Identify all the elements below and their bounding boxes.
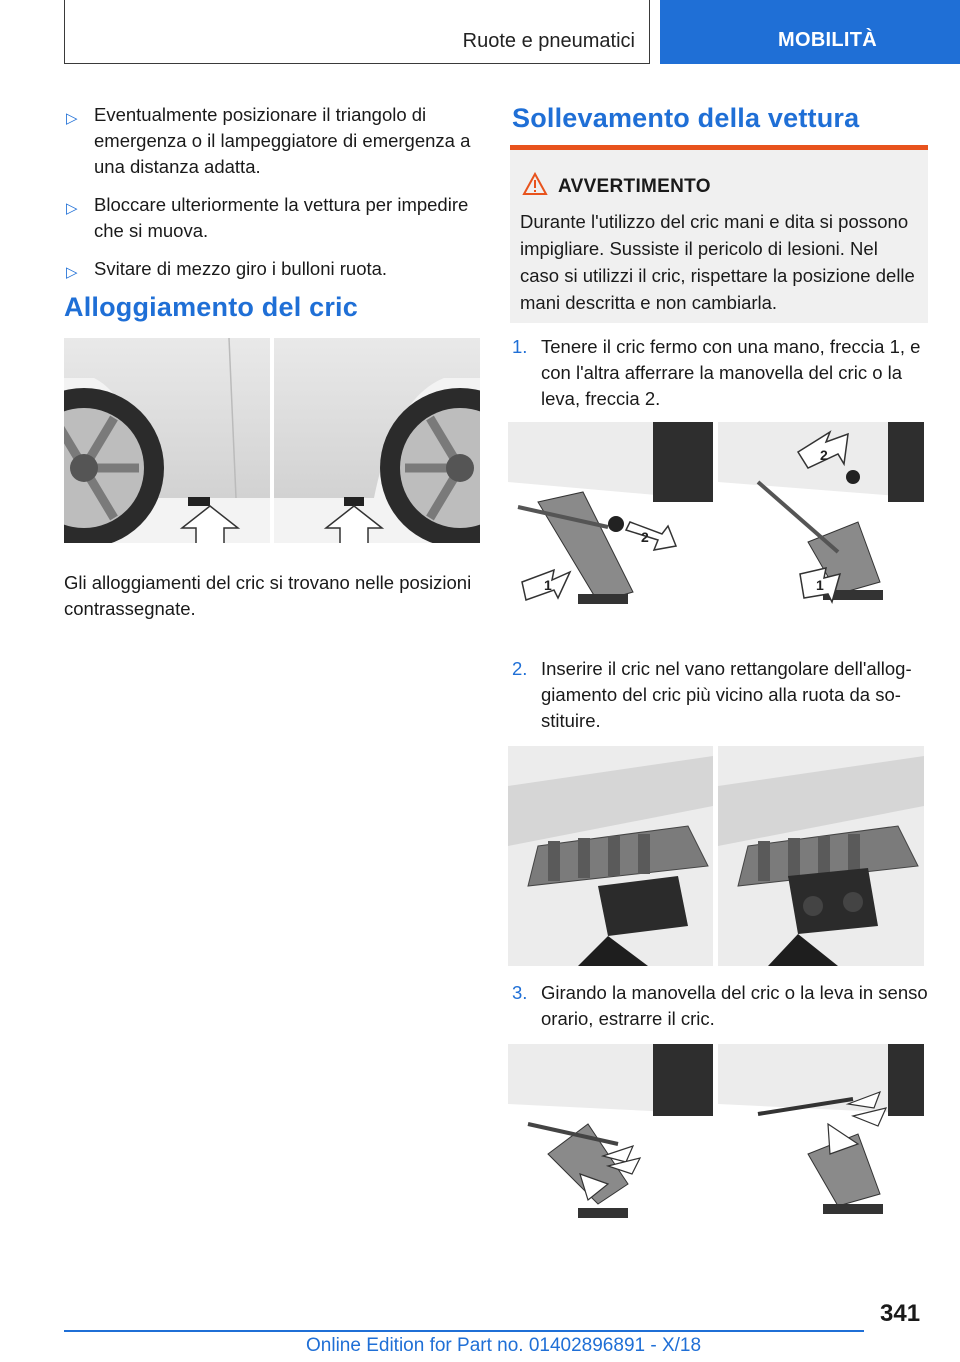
jack-insert-figure: [508, 746, 924, 966]
warning-text: Durante l'utilizzo del cric mani e dita si possono impigliare. Sussiste il pericolo di lesioni. Nel caso si utilizzi il cric, rispettare la posizione delle mani descritta e non cambiarla.: [520, 211, 915, 313]
step-number: 1.: [512, 336, 528, 357]
jack-insert-illustration: [508, 746, 924, 966]
list-item: ▷ Bloccare ulteriormente la vettura per impedire che si muova.: [66, 194, 469, 241]
header-section: [64, 0, 650, 64]
list-item: ▷ Eventualmente posizionare il triangolo di emergenza o il lampeggiatore di emergenza a una distanza adatta.: [66, 104, 471, 177]
footer-edition: Online Edition for Part no. 01402896891 - X/18: [306, 1335, 702, 1356]
list-item: ▷ Svitare di mezzo giro i bulloni ruota.: [64, 256, 482, 282]
step-number: 2.: [512, 658, 528, 679]
triangle-bullet-icon: ▷: [66, 200, 78, 217]
step-text: Girando la manovella del cric o la leva in senso orario, estrarre il cric.: [541, 982, 928, 1029]
page-number: 341: [880, 1300, 921, 1327]
arrow-label: 1: [544, 577, 552, 593]
step-item: [510, 656, 930, 734]
section-heading-jack-points: Alloggiamento del cric: [64, 292, 358, 322]
jack-crank-figure: [508, 1044, 924, 1228]
step-number: 3.: [512, 982, 528, 1003]
arrow-label: 2: [641, 529, 649, 545]
warning-title: AVVERTIMENTO: [558, 176, 711, 197]
jack-hold-illustration: [508, 422, 924, 618]
jack-hold-figure: [508, 422, 924, 618]
footer-divider: [64, 1330, 864, 1332]
header-chapter[interactable]: [660, 0, 960, 64]
warning-triangle-icon: [522, 172, 548, 196]
jack-crank-illustration: [508, 1044, 924, 1228]
jack-points-illustration: [64, 338, 480, 558]
section-heading-lifting: Sollevamento della vettura: [512, 103, 860, 133]
step-item: [510, 980, 930, 1032]
triangle-bullet-icon: ▷: [66, 110, 78, 127]
step-item: [510, 334, 930, 412]
warning-box: [510, 145, 928, 323]
chapter-title: MOBILITÀ: [778, 29, 878, 51]
section-title: Ruote e pneumatici: [462, 30, 635, 52]
jack-points-description: Gli alloggiamenti del cric si trovano nelle posizioni contrassegnate.: [64, 572, 472, 619]
step-text: Tenere il cric fermo con una mano, freccia 1, e con l'altra afferrare la manovella del cric o la leva, freccia 2.: [541, 336, 921, 409]
step-text: Inserire il cric nel vano rettangolare dell'allog-giamento del cric più vicino alla ruota da so-stituire.: [541, 658, 912, 731]
arrow-label: 2: [820, 447, 828, 463]
left-column: [64, 102, 482, 294]
triangle-bullet-icon: ▷: [66, 264, 78, 281]
arrow-label: 1: [816, 577, 824, 593]
jack-points-figure: [64, 338, 480, 558]
